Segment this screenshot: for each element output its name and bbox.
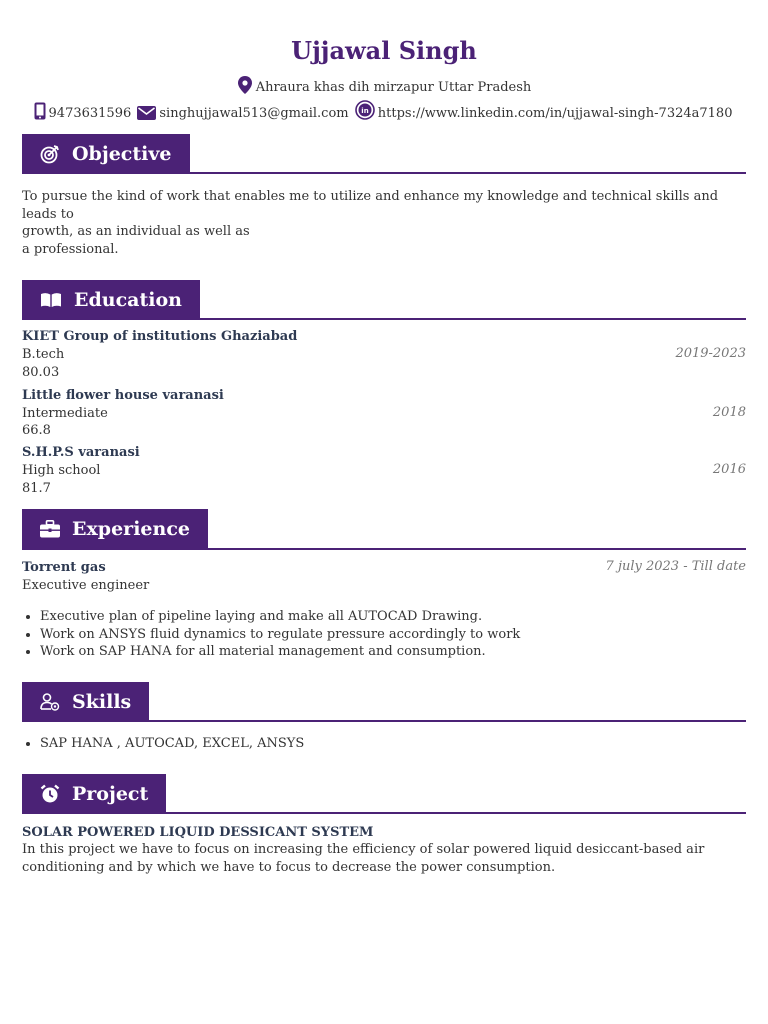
education-degree: High school <box>22 463 101 478</box>
section-title-education: Education <box>74 289 182 311</box>
location-pin-icon <box>237 76 253 94</box>
briefcase-icon <box>40 520 60 538</box>
education-year: 2019-2023 <box>675 346 746 361</box>
section-header-skills <box>22 682 149 722</box>
alarm-clock-icon <box>40 784 60 804</box>
target-icon <box>40 144 60 164</box>
list-item: • SAP HANA , AUTOCAD, EXCEL, ANSYS <box>40 735 740 753</box>
section-title-project: Project <box>72 783 149 805</box>
section-header-education <box>22 280 200 320</box>
objective-line: growth, as an individual as well as <box>22 224 250 239</box>
candidate-name: Ujjawal Singh <box>291 36 477 65</box>
email-link[interactable]: singhujjawal513@gmail.com <box>159 106 349 121</box>
section-divider <box>22 812 746 814</box>
education-school: KIET Group of institutions Ghaziabad <box>22 329 298 344</box>
experience-bullets <box>40 608 740 661</box>
experience-role: Executive engineer <box>22 578 150 593</box>
list-item: • Work on ANSYS fluid dynamics to regulate pressure accordingly to work <box>40 626 740 644</box>
book-icon <box>40 292 62 308</box>
section-title-objective: Objective <box>72 143 172 165</box>
section-divider <box>22 318 746 320</box>
objective-line: a professional. <box>22 241 119 257</box>
experience-company: Torrent gas <box>22 560 106 575</box>
education-score: 81.7 <box>22 481 51 496</box>
section-divider <box>22 720 746 722</box>
objective-line: To pursue the kind of work that enables me to utilize and enhance my knowledge and technical skills and leads to <box>22 189 719 222</box>
section-header-project <box>22 774 166 814</box>
skills-icon <box>40 693 60 711</box>
education-degree: B.tech <box>22 347 65 362</box>
education-school: S.H.P.S varanasi <box>22 445 140 460</box>
list-item: • Executive plan of pipeline laying and make all AUTOCAD Drawing. <box>40 608 740 626</box>
project-description <box>22 841 746 876</box>
objective-text <box>22 188 746 258</box>
section-divider <box>22 548 746 550</box>
project-name: SOLAR POWERED LIQUID DESSICANT SYSTEM <box>22 825 374 840</box>
contact-line <box>0 100 768 121</box>
address-text: Ahraura khas dih mirzapur Uttar Pradesh <box>255 80 532 95</box>
section-title-experience: Experience <box>72 518 190 540</box>
section-title-skills: Skills <box>72 691 132 713</box>
svg-text:in: in <box>361 106 369 115</box>
section-header-experience <box>22 509 208 549</box>
address-line <box>0 76 768 95</box>
experience-dates: 7 july 2023 - Till date <box>605 559 746 574</box>
project-line: In this project we have to focus on increasing the efficiency of solar powered liquid desiccant-based air <box>22 842 705 857</box>
phone-icon <box>34 102 46 120</box>
list-item: • Work on SAP HANA for all material management and consumption. <box>40 643 740 661</box>
linkedin-link[interactable]: https://www.linkedin.com/in/ujjawal-singh-7324a7180 <box>377 106 733 121</box>
education-score: 80.03 <box>22 365 60 380</box>
education-degree: Intermediate <box>22 406 108 421</box>
skills-bullets <box>40 735 740 753</box>
education-score: 66.8 <box>22 423 51 438</box>
education-school: Little flower house varanasi <box>22 388 224 403</box>
education-year: 2016 <box>712 462 746 477</box>
email-icon <box>137 106 156 120</box>
phone-number[interactable]: 9473631596 <box>48 106 132 121</box>
section-divider <box>22 172 746 174</box>
project-line: conditioning and by which we have to focus to decrease the power consumption. <box>22 859 556 875</box>
education-year: 2018 <box>712 405 746 420</box>
linkedin-icon <box>355 100 375 120</box>
section-header-objective <box>22 134 190 174</box>
